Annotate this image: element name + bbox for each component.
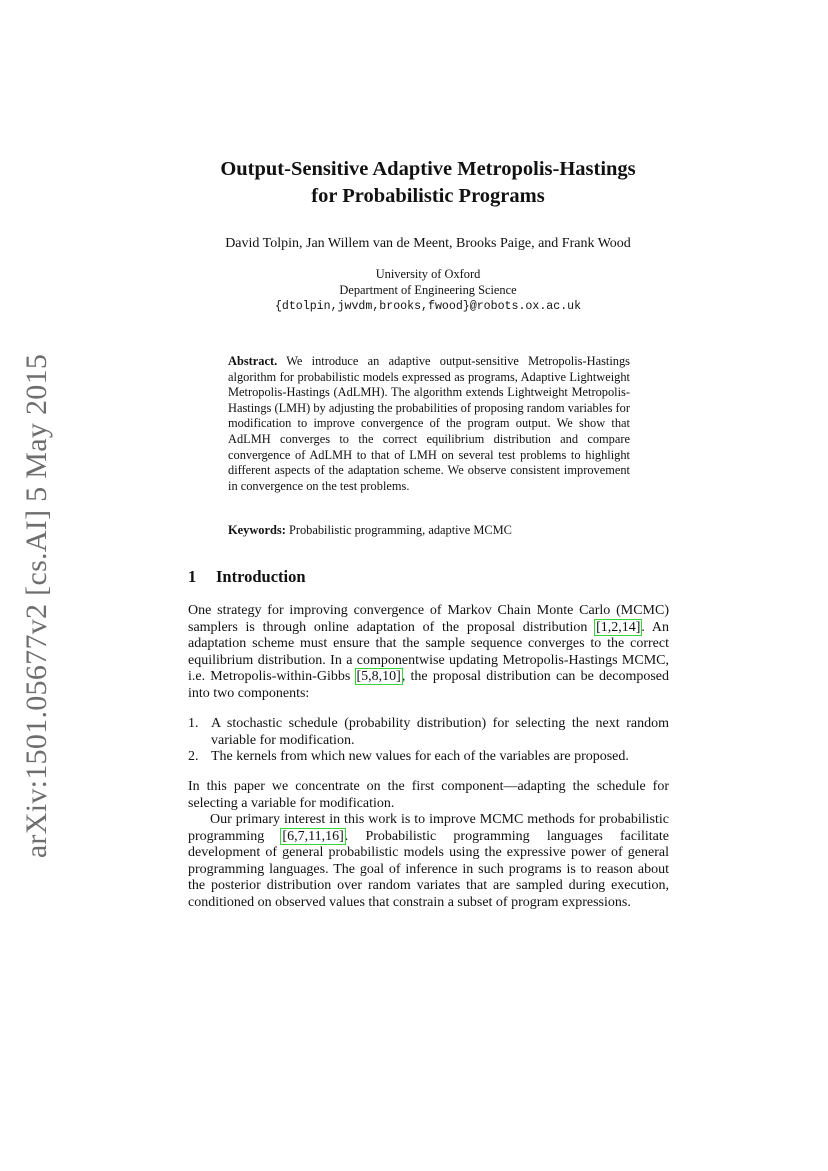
title-line-2: for Probabilistic Programs bbox=[311, 185, 545, 207]
abstract bbox=[228, 354, 630, 494]
university: University of Oxford bbox=[375, 267, 481, 281]
abstract-text: We introduce an adaptive output-sensitive Metropolis-Hastings algorithm for probabilistic models expressed as programs, Adaptive Lightweight Metropolis-Hastings (AdLMH). The algorithm extends Lightweight Metropolis-Hastings (LMH) by adjusting the probabilities of proposing random variables for modification to improve convergence of the program output. We show that AdLMH converges to the correct equilibrium distribution and compare convergence of AdLMH to that of LMH on several test problems to highlight different aspects of the adaptation scheme. We observe consistent improvement in convergence on the test problems. bbox=[228, 354, 631, 493]
abstract-label: Abstract. bbox=[228, 354, 278, 368]
citation-link[interactable]: [5,8,10] bbox=[356, 669, 401, 685]
keywords-text: Probabilistic programming, adaptive MCMC bbox=[288, 523, 512, 537]
author-list: David Tolpin, Jan Willem van de Meent, Brooks Paige, and Frank Wood bbox=[225, 236, 631, 251]
list-marker: 2. bbox=[188, 749, 199, 765]
section-heading bbox=[188, 567, 306, 587]
component-list bbox=[188, 716, 669, 766]
arxiv-identifier: arXiv:1501.05677v2 [cs.AI] 5 May 2015 bbox=[20, 353, 53, 859]
paragraph-text: , the proposal distribution can be decomposed into two components: bbox=[188, 669, 669, 701]
list-marker: 1. bbox=[188, 716, 199, 731]
section-title: Introduction bbox=[216, 567, 306, 586]
paragraph-text: . An adaptation scheme must ensure that the sample sequence converges to the correct equilibrium distribution. In a componentwise updating Metropolis-Hastings MCMC, i.e. Metropolis-within-Gibbs bbox=[188, 619, 669, 685]
citation-link[interactable]: [6,7,11,16] bbox=[282, 828, 344, 844]
keywords bbox=[228, 523, 630, 539]
department: Department of Engineering Science bbox=[339, 282, 517, 297]
list-item bbox=[188, 749, 669, 766]
paper-title bbox=[120, 156, 736, 210]
keywords-label: Keywords: bbox=[228, 523, 286, 537]
list-item bbox=[188, 716, 669, 749]
affiliation bbox=[120, 267, 736, 314]
intro-paragraph-3 bbox=[188, 812, 669, 912]
section-number: 1 bbox=[188, 567, 197, 586]
list-item-text: The kernels from which new values for each of the variables are proposed. bbox=[211, 749, 629, 765]
citation-link[interactable]: [1,2,14] bbox=[596, 619, 641, 635]
title-line-1: Output-Sensitive Adaptive Metropolis-Hastings bbox=[220, 158, 636, 180]
paragraph-text: . Probabilistic programming languages facilitate development of general probabilistic models using the expressive power of general programming languages. The goal of inference in such programs is to reason about the posterior distribution over random variates that are sampled during execution, conditioned on observed values that constrain a subset of program expressions. bbox=[188, 828, 669, 910]
intro-paragraph-1 bbox=[188, 603, 669, 703]
author-emails: {dtolpin,jwvdm,brooks,fwood}@robots.ox.ac.uk bbox=[274, 299, 582, 313]
paragraph-text: Our primary interest in this work is to improve MCMC methods for probabilistic programming bbox=[188, 812, 669, 844]
paragraph-text: One strategy for improving convergence of Markov Chain Monte Carlo (MCMC) samplers is through online adaptation of the proposal distribution bbox=[188, 603, 669, 635]
intro-paragraph-2: In this paper we concentrate on the first component—adapting the schedule for selecting a variable for modification. bbox=[188, 779, 669, 811]
list-item-text: A stochastic schedule (probability distribution) for selecting the next random variable for modification. bbox=[211, 716, 669, 748]
